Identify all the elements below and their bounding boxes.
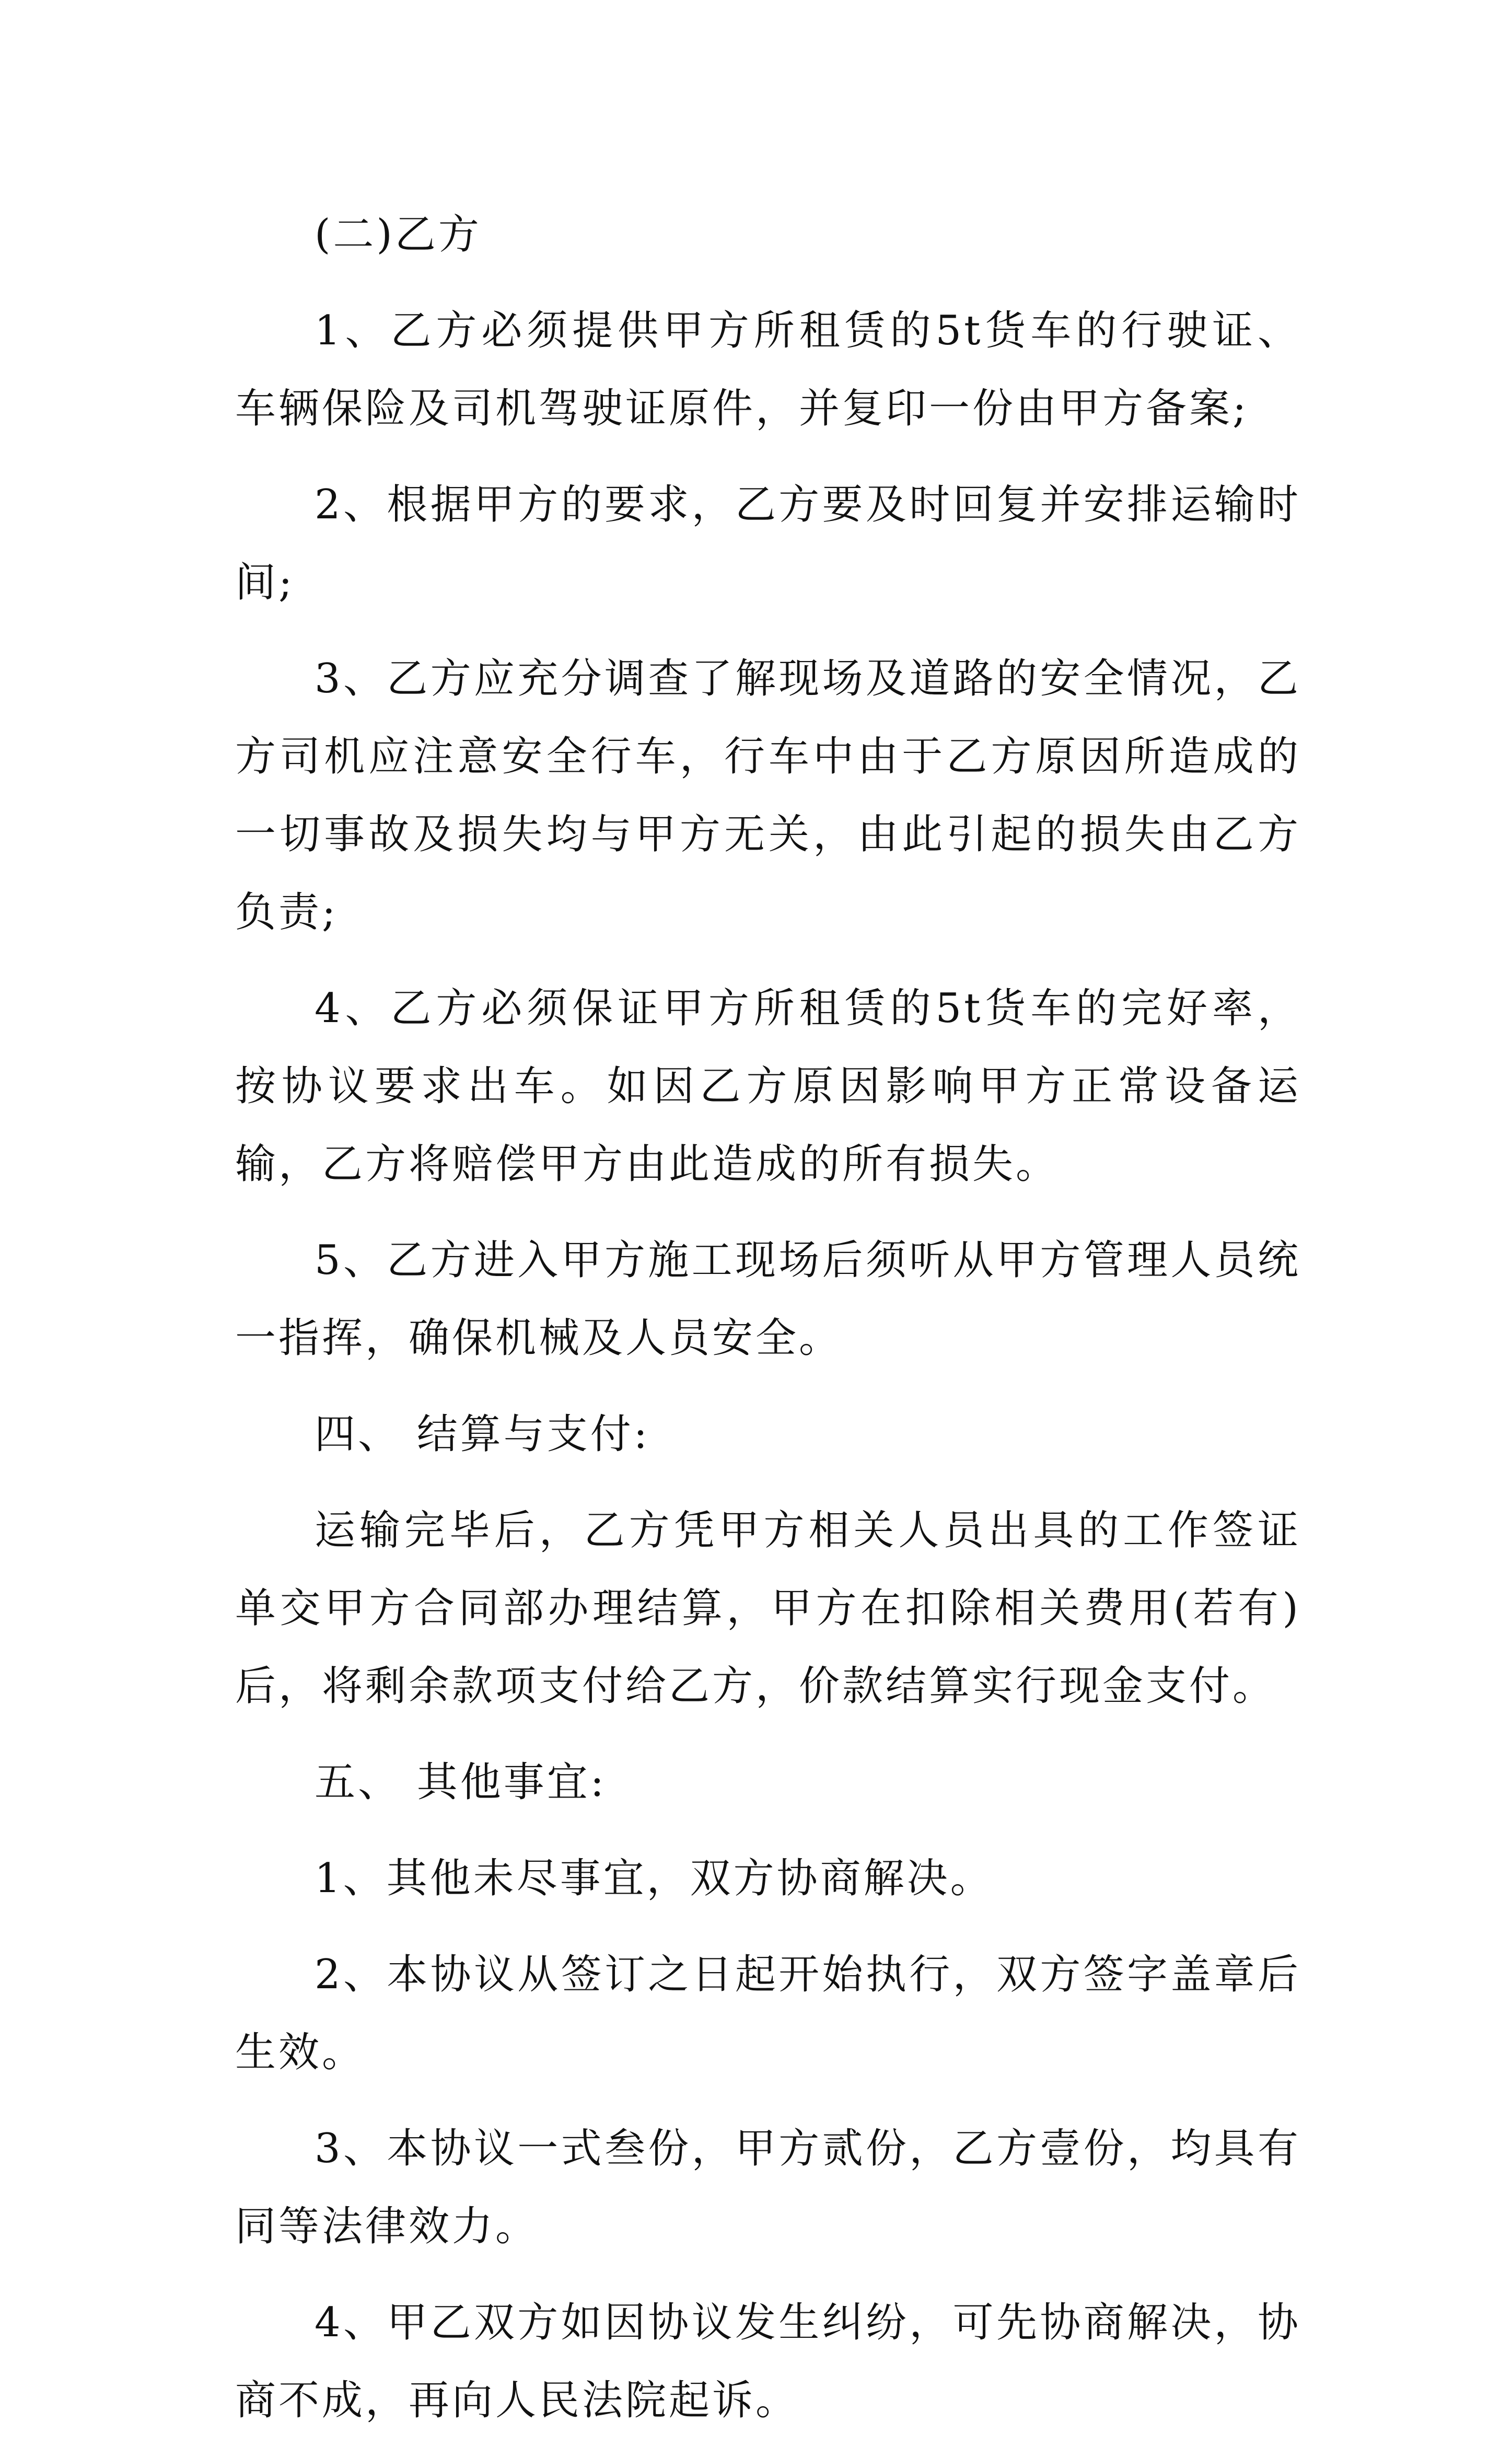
section-heading-other-matters: 五、 其他事宜: (315, 1759, 607, 1806)
other-clause-2: 2、本协议从签订之日起开始执行，双方签字盖章后生效。 (235, 1951, 1301, 2076)
document-body (235, 196, 1301, 2458)
section-heading-party-b: (二)乙方 (315, 211, 482, 258)
clause-b1-documents: 1、乙方必须提供甲方所租赁的5t货车的行驶证、车辆保险及司机驾驶证原件，并复印一份由甲方备案; (235, 307, 1301, 432)
other-clause-1: 1、其他未尽事宜，双方协商解决。 (315, 1855, 994, 1902)
clause-b5-site-rules: 5、乙方进入甲方施工现场后须听从甲方管理人员统一指挥，确保机械及人员安全。 (235, 1237, 1301, 1362)
clause-b2-schedule: 2、根据甲方的要求，乙方要及时回复并安排运输时间; (235, 481, 1301, 606)
section-heading-settlement: 四、 结算与支付: (315, 1411, 650, 1458)
other-clause-4: 4、甲乙双方如因协议发生纠纷，可先协商解决，协商不成，再向人民法院起诉。 (235, 2299, 1301, 2424)
other-clause-3: 3、本协议一式叁份，甲方贰份，乙方壹份，均具有同等法律效力。 (235, 2125, 1301, 2250)
clause-b3-safety: 3、乙方应充分调查了解现场及道路的安全情况，乙方司机应注意安全行车，行车中由于乙方原因所造成的一切事故及损失均与甲方无关，由此引起的损失由乙方负责; (235, 655, 1301, 936)
clause-b4-vehicle-condition: 4、乙方必须保证甲方所租赁的5t货车的完好率，按协议要求出车。如因乙方原因影响甲方正常设备运输，乙方将赔偿甲方由此造成的所有损失。 (235, 985, 1301, 1188)
settlement-text: 运输完毕后，乙方凭甲方相关人员出具的工作签证单交甲方合同部办理结算，甲方在扣除相关费用(若有)后，将剩余款项支付给乙方，价款结算实行现金支付。 (235, 1507, 1301, 1710)
